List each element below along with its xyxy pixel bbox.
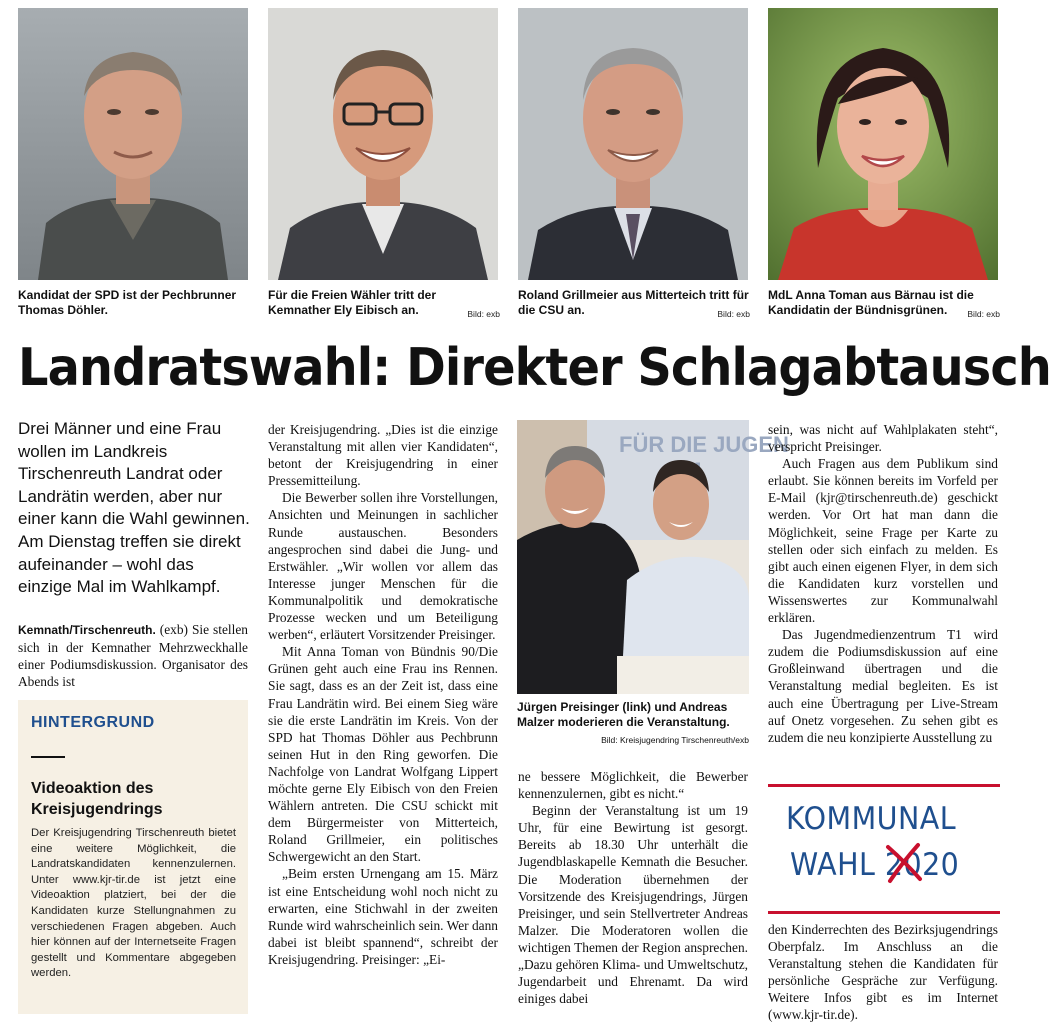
- dateline: Kemnath/Tirschenreuth.: [18, 623, 156, 637]
- background-info-box: [18, 700, 248, 1014]
- caption-text: MdL Anna Toman aus Bärnau ist die Kandidatin der Bündnisgrünen.: [768, 288, 974, 317]
- photo-credit: Bild: exb: [467, 309, 500, 319]
- photo-roland-grillmeier: [518, 8, 748, 280]
- article-column-4: [768, 421, 998, 746]
- logo-crossed-digit: 0: [903, 847, 923, 883]
- article-column-2: [268, 421, 498, 968]
- headline: Landratswahl: Direkter Schlagabtausch: [18, 338, 1051, 398]
- photo-credit: Bild: Kreisjugendring Tirschenreuth/exb: [601, 735, 749, 745]
- photo-credit: Bild: exb: [967, 309, 1000, 319]
- article-paragraph: Auch Fragen aus dem Publikum sind erlaubt. Sie können bereits im Vorfeld per E-Mail (kjr@tirschenreuth.de) geschickt werden. Vor Ort hat man dann die Möglichkeit, seine Frage per Karte zu stellen oder sich einfach zu melden. Es gibt auch einen eigenen Flyer, in dem sich die Kandidaten kurz vorstellen und Wissenswertes zur Kommunalwahl erklären.: [768, 456, 998, 626]
- photo-caption: [268, 288, 500, 322]
- caption-text: Kandidat der SPD ist der Pechbrunner Thomas Döhler.: [18, 288, 237, 317]
- box-body: Der Kreisjugendring Tirschenreuth bietet eine weitere Möglichkeit, die Landratskandidaten kennenzulernen. Unter www.kjr-tir.de ist jetzt eine Videoaktion platziert, bei der die Kandidaten kurze Stellungnahmen zu verschiedenen Fragen abgeben. Auch hier können auf der Internetseite Fragen gestellt und Kommentare abgegeben werden.: [31, 827, 236, 980]
- cross-mark-icon: [884, 841, 924, 885]
- article-paragraph: sein, was nicht auf Wahlplakaten steht“, verspricht Preisinger.: [768, 422, 998, 455]
- photo-ely-eibisch: [268, 8, 498, 280]
- article-paragraph: Beginn der Veranstaltung ist um 19 Uhr, für eine Bewirtung ist gesorgt. Bereits ab 18.30 Uhr unterhält die Jugendblaskapelle Kemnath die Besucher. Die Moderation übernehmen der Vorsitzende des Kreisjugendrings, Jürgen Preisinger, und sein Stellvertreter Andreas Malzer. Die Moderatoren wollen die wichtigen Themen der Region ansprechen. „Dazu gehören Klima- und Umweltschutz, Jugendarbeit und Ehrenamt. Da wird einiges dabei: [518, 803, 748, 1007]
- kommunalwahl-2020-logo: [768, 784, 1000, 914]
- photo-caption: [18, 288, 250, 318]
- logo-text: WAHL 2: [790, 847, 904, 883]
- wall-text-1: FÜR DIE JUGEN: [619, 432, 789, 457]
- photo-credit: Bild: exb: [717, 309, 750, 319]
- article-column-4-bottom: [768, 921, 998, 1024]
- photo-caption: [517, 700, 749, 748]
- photo-moderators: [517, 420, 789, 694]
- photo-anna-toman: [768, 8, 998, 280]
- box-label: HINTERGRUND: [31, 714, 155, 731]
- article-paragraph: Das Jugendmedienzentrum T1 wird zudem die Podiumsdiskussion auf eine Großleinwand übertragen und die Veranstaltung medial begleiten. Es ist auch eine Übertragung per Live-Stream auf Onetz vorgesehen. Zu sehen gibt es zudem die neu konzipierte Ausstellung zu: [768, 627, 998, 745]
- box-divider: [31, 756, 65, 758]
- logo-line-2: [790, 847, 959, 883]
- article-column-3: [518, 768, 748, 1007]
- article-paragraph: „Beim ersten Urnengang am 15. März ist eine Entscheidung wohl noch nicht zu erwarten, eine Stichwahl in der zweiten Runde wird wahrscheinlich sein. Wer dann dabei ist bleibt spannend“, schreibt der Kreisjugendring. Preisinger: „Ei-: [268, 866, 498, 967]
- article-paragraph: Mit Anna Toman von Bündnis 90/Die Grünen geht auch eine Frau ins Rennen. Sie sagt, dass es an der Zeit ist, dass eine Frau Landrätin wird. Bei einem Sieg wäre sie die erste Landrätin im Kreis. Von der SPD hat Thomas Döhler aus Pechbrunn seinen Hut in den Ring geworfen. Die Nachfolge von Landrat Wolfgang Lippert möchte gerne Ely Eibisch von den Freien Wählern antreten. Die CSU schickt mit dem Bürgermeister von Mitterteich, Roland Grillmeier, ein politisches Schwergewicht an den Start.: [268, 644, 498, 865]
- caption-text: Roland Grillmeier aus Mitterteich tritt für die CSU an.: [518, 288, 749, 317]
- box-title: Videoaktion des Kreisjugendrings: [31, 780, 163, 818]
- logo-line-1: KOMMUNAL: [786, 801, 957, 837]
- article-paragraph: ne bessere Möglichkeit, die Bewerber kennenzulernen, gibt es nicht.“: [518, 769, 748, 802]
- article-paragraph: Die Bewerber sollen ihre Vorstellungen, Ansichten und Meinungen in sachlicher Runde austauschen. Besonders angesprochen sind dabei die Jung- und Erstwähler. „Wir wollen vor allem das Interesse junger Menschen für die Kommunalpolitik und demokratische Prozesse wecken und um Beteiligung werben“, erläutert Vorsitzender Preisinger.: [268, 490, 498, 643]
- photo-thomas-doehler: [18, 8, 248, 280]
- article-paragraph: der Kreisjugendring. „Dies ist die einzige Veranstaltung mit allen vier Kandidaten“, betont der Kreisjugendring in einer Pressemitteilung.: [268, 422, 498, 489]
- article-paragraph: den Kinderrechten des Bezirksjugendrings Oberpfalz. Im Anschluss an die Veranstaltung stehen die Kandidaten für persönliche Gespräche zur Verfügung. Weitere Infos gibt es im Internet (www.kjr-tir.de).: [768, 922, 998, 1023]
- caption-text: Für die Freien Wähler tritt der Kemnather Ely Eibisch an.: [268, 288, 437, 317]
- logo-text: 20: [922, 847, 960, 883]
- caption-text: Jürgen Preisinger (link) und Andreas Malzer moderieren die Veranstaltung.: [517, 700, 730, 729]
- photo-caption: [518, 288, 750, 322]
- photo-caption: [768, 288, 1000, 322]
- article-paragraph: [18, 621, 248, 690]
- lead-paragraph: Drei Männer und eine Frau wollen im Landkreis Tirschenreuth Landrat oder Landrätin werden, aber nur einer kann die Wahl gewinnen. Am Dienstag treffen sie direkt aufeinander – wohl das einzige Mal im Wahlkampf.: [18, 419, 250, 597]
- article-text: (exb) Sie stellen sich in der Kemnather Mehrzweckhalle einer Podiumsdiskussion. Organisator des Abends ist: [18, 622, 248, 690]
- article-column-1: [18, 621, 248, 690]
